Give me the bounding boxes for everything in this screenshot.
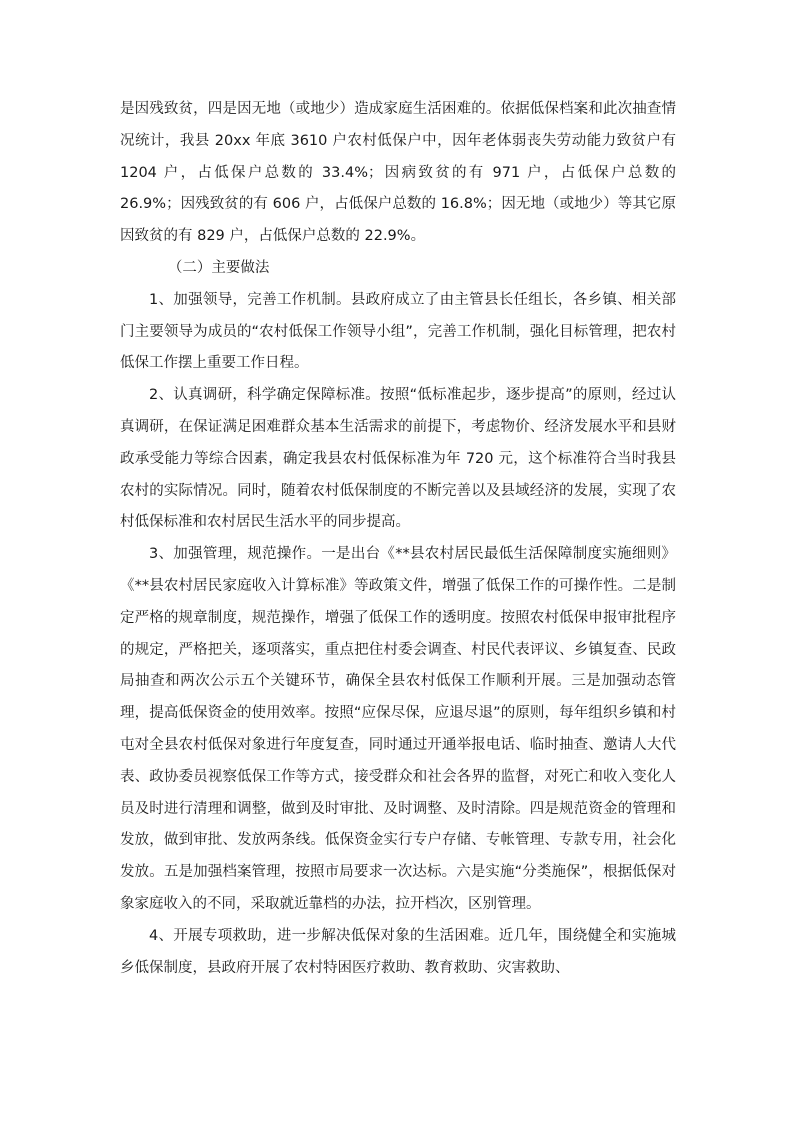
paragraph-item-2: 2、认真调研，科学确定保障标准。按照“低标准起步，逐步提高”的原则，经过认真调研，在保证满足困难群众基本生活需求的前提下，考虑物价、经济发展水平和县财政承受能力等综合因素，确定我县农村低保标准为年 720 元，这个标准符合当时我县农村的实际情况。同时，随着农村低保制度的不断完善以及县域经济的发展，实现了农村低保标准和农村居民生活水平的同步提高。 bbox=[120, 387, 676, 531]
paragraph-item-4: 4、开展专项救助，进一步解决低保对象的生活困难。近几年，围绕健全和实施城乡低保制度，县政府开展了农村特困医疗救助、教育救助、灾害救助、 bbox=[120, 927, 676, 976]
section-heading: （二）主要做法 bbox=[167, 259, 270, 276]
paragraph-continuation: 是因残致贫，四是因无地（或地少）造成家庭生活困难的。依据低保档案和此次抽查情况统计，我县 20xx 年底 3610 户农村低保户中，因年老体弱丧失劳动能力致贫户有 1204 户，占低保户总数的 33.4%；因病致贫的有 971 户，占低保户总数的 26.9%；因残致贫的有 606 户，占低保户总数的 16.8%；因无地（或地少）等其它原因致贫的有 829 户，占低保户总数的 22.9%。 bbox=[120, 101, 676, 245]
document-body bbox=[120, 94, 676, 984]
paragraph-item-3: 3、加强管理，规范操作。一是出台《**县农村居民最低生活保障制度实施细则》《**县农村居民家庭收入计算标准》等政策文件，增强了低保工作的可操作性。二是制定严格的规章制度，规范操作，增强了低保工作的透明度。按照农村低保申报审批程序的规定，严格把关，逐项落实，重点把住村委会调查、村民代表评议、乡镇复查、民政局抽查和两次公示五个关键环节，确保全县农村低保工作顺利开展。三是加强动态管理，提高低保资金的使用效率。按照“应保尽保，应退尽退”的原则，每年组织乡镇和村屯对全县农村低保对象进行年度复查，同时通过开通举报电话、临时抽查、邀请人大代表、政协委员视察低保工作等方式，接受群众和社会各界的监督，对死亡和收入变化人员及时进行清理和调整，做到及时审批、及时调整、及时清除。四是规范资金的管理和发放，做到审批、发放两条线。低保资金实行专户存储、专帐管理、专款专用，社会化发放。五是加强档案管理，按照市局要求一次达标。六是实施“分类施保”，根据低保对象家庭收入的不同，采取就近靠档的办法，拉开档次，区别管理。 bbox=[120, 546, 676, 912]
paragraph-item-1: 1、加强领导，完善工作机制。县政府成立了由主管县长任组长，各乡镇、相关部门主要领导为成员的“农村低保工作领导小组”，完善工作机制，强化目标管理，把农村低保工作摆上重要工作日程。 bbox=[120, 291, 676, 372]
